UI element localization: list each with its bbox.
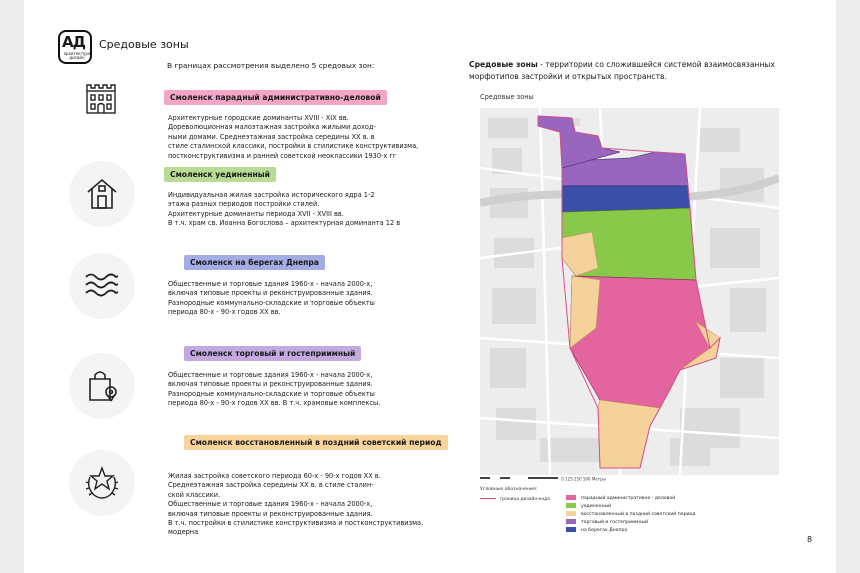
zone-title-5: Смоленск восстановленный в поздний советский период xyxy=(184,435,448,450)
zone-desc-line: ными домами. Среднеэтажная застройка середины XX в. в xyxy=(168,132,375,141)
zone-desc-line: Индивидуальная жилая застройка исторического ядра 1-2 xyxy=(168,191,375,199)
house-icon xyxy=(82,174,122,214)
zone-desc-line: Архитектурные доминанты периода XVII - XVIII вв. xyxy=(168,209,344,218)
zone-desc-line: В т.ч. храм св. Иоанна Богослова – архитектурная доминанта 12 в xyxy=(168,219,401,228)
scale-label: 0 xyxy=(561,476,564,482)
legend-item xyxy=(566,527,627,533)
zone-desc-line: Среднеэтажная застройка середины XX в. в стиле сталин- xyxy=(168,481,374,490)
page-number: 8 xyxy=(807,535,813,544)
legend-swatch xyxy=(566,503,576,508)
legend-label: уединенный xyxy=(581,504,612,509)
zone-desc-1 xyxy=(168,114,438,161)
legend-border xyxy=(480,497,550,502)
document-page xyxy=(24,0,836,573)
definition-text: - территории со сложившейся системой взаимосвязанных морфотипов застройки и открытых пространств. xyxy=(469,60,775,81)
zone-desc-line: этажа разных периодов постройки стилей. xyxy=(168,200,320,209)
logo-letters: АД xyxy=(62,33,85,51)
zone-title-2: Смоленск уединенный xyxy=(164,167,276,182)
logo xyxy=(58,30,92,64)
zone-desc-line: периода 80-х - 90-х годов XX вв. xyxy=(168,308,281,317)
zone-icon-wrapper xyxy=(69,450,135,516)
waves-icon xyxy=(82,266,122,306)
legend-swatch xyxy=(566,511,576,516)
legend-swatch xyxy=(566,495,576,500)
zone-icon-wrapper xyxy=(69,253,135,319)
zone-desc-line: Разнородные коммунально-складские и торговые объекты xyxy=(168,298,375,307)
logo-subtitle: архитектура дизайн xyxy=(63,51,91,60)
zone-desc-line: Общественные и торговые здания 1960-х - начала 2000-х, xyxy=(168,500,373,509)
zone-title-3: Смоленск на берегах Днепра xyxy=(184,255,325,270)
zone-desc-4 xyxy=(168,371,438,409)
zone-desc-2 xyxy=(168,191,438,229)
zone-desc-line: Архитектурные городские доминанты XVIII - XIX вв. xyxy=(168,114,349,122)
zone-title-1: Смоленск парадный административно-деловой xyxy=(164,90,387,105)
intro-text: В границах рассмотрения выделено 5 средовых зон: xyxy=(167,61,375,70)
zone-desc-line: стиле сталинской классики, постройки в стилистике конструктивизма, xyxy=(168,142,419,151)
legend-label: торговый и гостеприимный xyxy=(581,520,649,525)
zones-definition xyxy=(469,59,799,82)
map-graphic xyxy=(480,108,779,475)
zone-desc-5 xyxy=(168,472,438,538)
zone-icon-wrapper xyxy=(69,353,135,419)
legend-label: на берегах Днепра xyxy=(581,528,628,533)
zone-desc-line: Общественные и торговые здания 1960-х - начала 2000-х, xyxy=(168,280,373,288)
zone-desc-line: периода 80-х - 90-х годов XX вв. В т.ч. храмовые комплексы. xyxy=(168,399,381,408)
definition-term: Средовые зоны xyxy=(469,60,538,69)
page-title: Средовые зоны xyxy=(99,38,189,51)
scale-bar xyxy=(480,476,560,483)
legend-label: восстановленный в поздний советский период xyxy=(581,512,696,517)
zone-icon-wrapper xyxy=(68,66,134,132)
zone-desc-3 xyxy=(168,280,438,318)
legend-border-label: граница дизайн-кода xyxy=(500,497,550,502)
legend-swatch xyxy=(566,527,576,532)
zone-desc-line: включая типовые проекты и реконструированные здания. xyxy=(168,380,373,389)
zone-desc-line: постконструктивизма и ранней советской неоклассики 1930-х гг xyxy=(168,151,397,160)
scale-label: 500 Метры xyxy=(582,476,606,482)
border-line-swatch xyxy=(480,498,496,499)
zone-desc-line: В т.ч. постройки в стилистике конструктивизма и постконструктивизма, xyxy=(168,519,424,528)
legend-item xyxy=(566,503,611,509)
zone-desc-line: Жилая застройка советского периода 60-х - 90-х годов XX в. xyxy=(168,472,381,480)
zone-desc-line: включая типовые проекты и реконструированные здания. xyxy=(168,509,373,518)
zone-desc-line: модерна xyxy=(168,528,199,537)
zone-desc-line: Разнородные коммунально-складские и торговые объекты xyxy=(168,389,375,398)
zone-desc-line: ской классики. xyxy=(168,490,221,499)
zones-map xyxy=(480,108,779,475)
legend-item xyxy=(566,519,648,525)
zone-desc-line: Общественные и торговые здания 1960-х - начала 2000-х, xyxy=(168,371,373,379)
map-scale xyxy=(480,476,606,483)
legend-item xyxy=(566,495,675,501)
zone-title-4: Смоленск торговый и гостеприимный xyxy=(184,346,361,361)
zone-icon-wrapper xyxy=(69,161,135,227)
star-wreath-icon xyxy=(82,463,122,503)
shopping-bag-icon xyxy=(82,366,122,406)
legend-item xyxy=(566,511,695,517)
zone-desc-line: Дореволюционная малоэтажная застройка жилыми доход- xyxy=(168,123,376,132)
zone-desc-line: включая типовые проекты и реконструированные здания. xyxy=(168,289,373,298)
scale-label: 250 xyxy=(574,476,582,482)
legend-label: парадный административно - деловой xyxy=(581,496,676,501)
zone-polygon-dnepr xyxy=(562,186,690,212)
legend-title: Условные обозначения: xyxy=(480,487,538,492)
legend-swatch xyxy=(566,519,576,524)
scale-label: 125 xyxy=(565,476,573,482)
building-icon xyxy=(81,79,121,119)
map-label: Средовые зоны xyxy=(480,93,534,101)
